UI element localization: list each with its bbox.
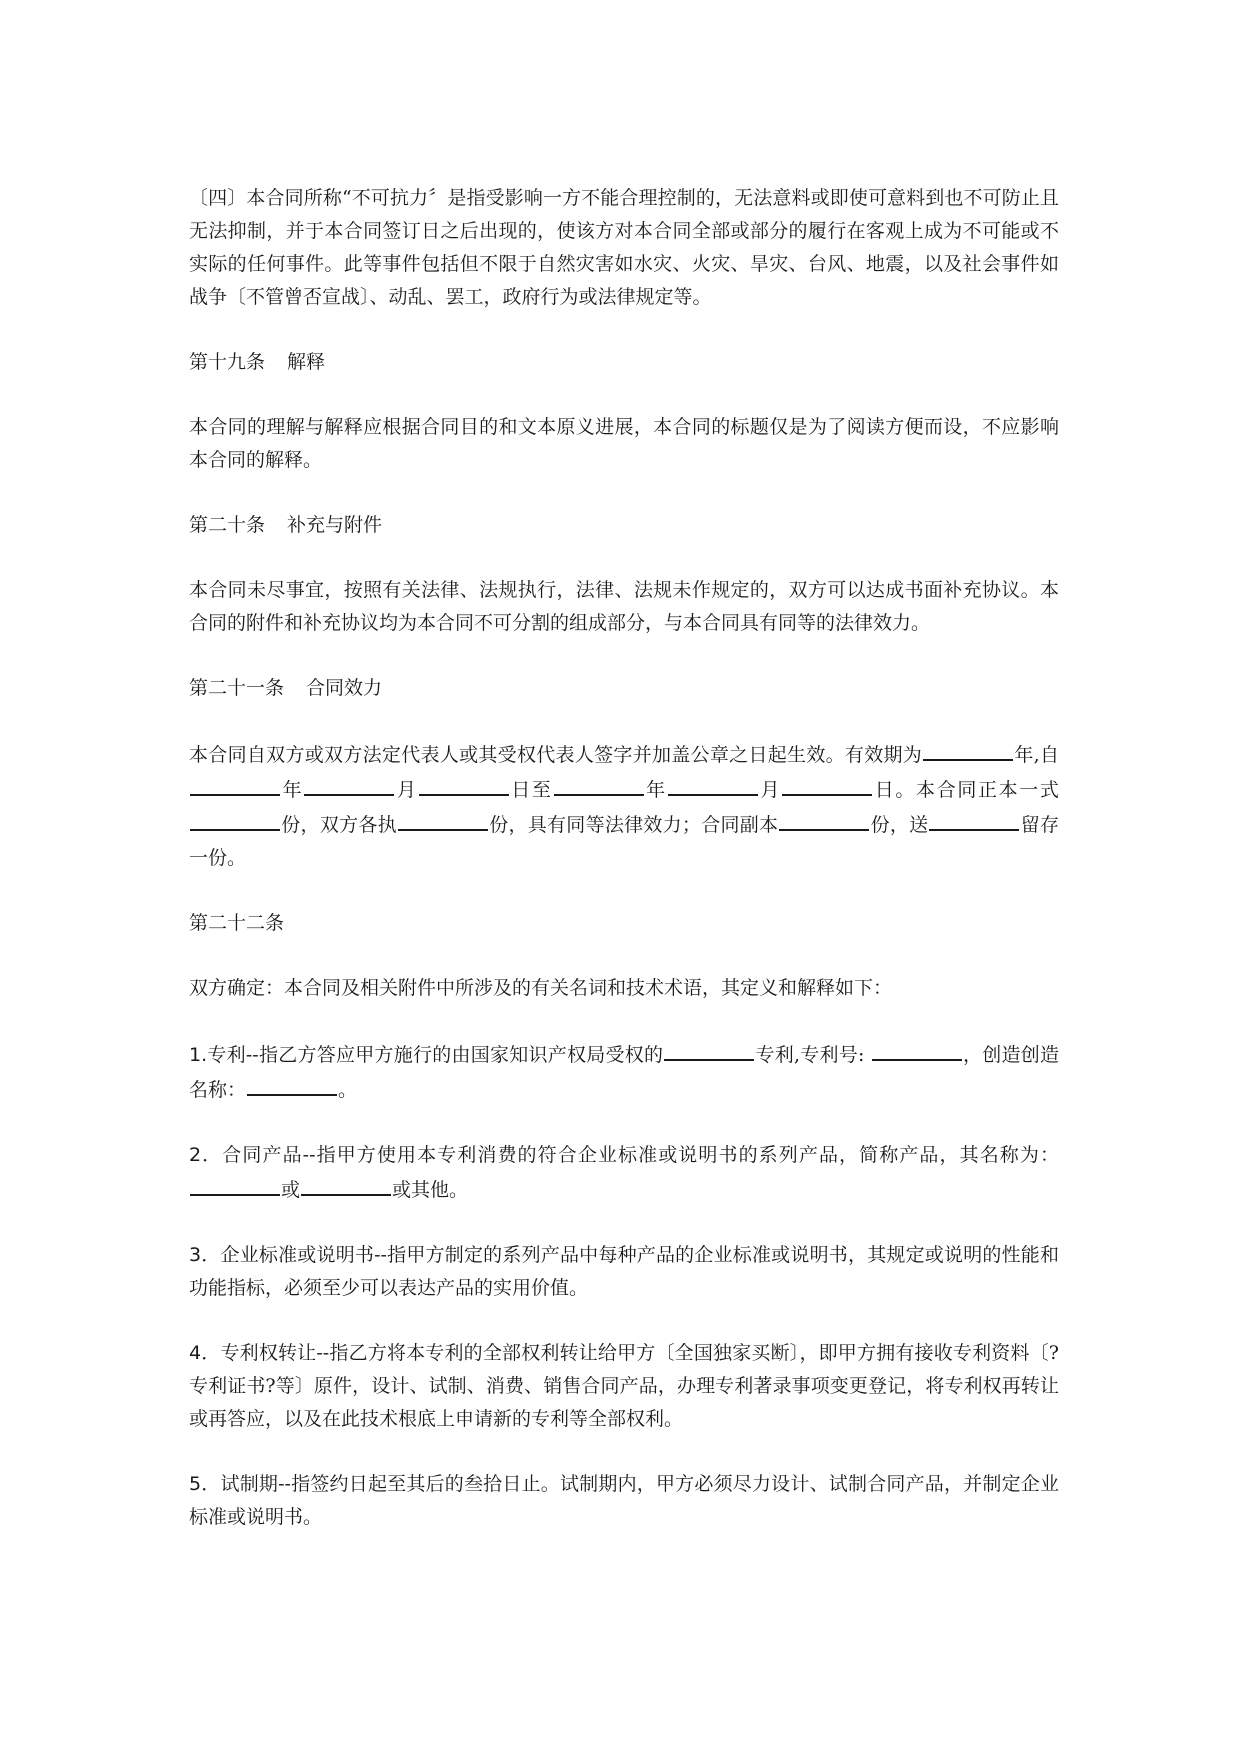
article-21-body	[189, 737, 1059, 875]
term-years-blank[interactable]	[923, 737, 1013, 761]
definition-2	[189, 1139, 1059, 1207]
article-21-text: 留存一份。	[189, 814, 1059, 869]
definition-1	[189, 1037, 1059, 1107]
article-21-text: 年,自	[1014, 744, 1059, 766]
article-21-text: 月	[758, 779, 782, 801]
article-21-text: 份，具有同等法律效力；合同副本	[488, 814, 779, 836]
article-22-heading	[189, 907, 1059, 940]
definition-text: 或	[281, 1179, 301, 1201]
definition-number: 2．	[189, 1144, 223, 1166]
clause-force-majeure: 〔四〕本合同所称“不可抗力〞是指受影响一方不能合理控制的，无法意料或即使可意料到也不可防止且无法抑制，并于本合同签订日之后出现的，使该方对本合同全部或部分的履行在客观上成为不可能或不实际的任何事件。此等事件包括但不限于自然灾害如水灾、火灾、旱灾、台风、地震，以及社会事件如战争〔不管曾否宣战〕、动乱、罢工，政府行为或法律规定等。	[189, 187, 1059, 308]
article-21-text: 份，双方各执	[281, 814, 397, 836]
definition-text: 合同产品--指甲方使用本专利消费的符合企业标准或说明书的系列产品，简称产品，其名称为：	[222, 1144, 1059, 1166]
recipient-blank[interactable]	[929, 807, 1019, 831]
definition-text: 或其他。	[392, 1179, 469, 1201]
article-21-text: 年	[281, 779, 304, 801]
end-year-blank[interactable]	[554, 772, 644, 796]
definition-text: 企业标准或说明书--指甲方制定的系列产品中每种产品的企业标准或说明书，其规定或说明的性能和功能指标，必须至少可以表达产品的实用价值。	[189, 1244, 1060, 1299]
article-21-text: 日至	[509, 779, 553, 801]
definition-text: 专利权转让--指乙方将本专利的全部权利转让给甲方〔全国独家买断〕，即甲方拥有接收专利资料〔?专利证书?等〕原件，设计、试制、消费、销售合同产品，办理专利著录事项变更登记，将专利权再转让或再答应，以及在此技术根底上申请新的专利等全部权利。	[189, 1342, 1059, 1430]
invention-name-blank[interactable]	[247, 1072, 337, 1096]
definition-4	[189, 1337, 1059, 1436]
start-day-blank[interactable]	[419, 772, 509, 796]
definition-text: 试制期--指签约日起至其后的叁拾日止。试制期内，甲方必须尽力设计、试制合同产品，并制定企业标准或说明书。	[189, 1473, 1060, 1528]
definition-5	[189, 1468, 1059, 1534]
start-year-blank[interactable]	[190, 772, 280, 796]
patent-number-blank[interactable]	[872, 1037, 962, 1061]
end-month-blank[interactable]	[668, 772, 758, 796]
original-copies-blank[interactable]	[190, 807, 280, 831]
definition-text: 专利,专利号:	[755, 1044, 865, 1066]
article-21-text: 年	[644, 779, 667, 801]
definition-number: 5．	[189, 1473, 221, 1495]
end-day-blank[interactable]	[782, 772, 872, 796]
definition-text: 。	[338, 1079, 358, 1101]
article-21-text: 份，送	[870, 814, 929, 836]
article-21-heading	[189, 672, 1059, 705]
definition-number: 1.	[189, 1044, 208, 1066]
article-19-number: 第十九条	[189, 351, 266, 373]
document-page	[189, 182, 1059, 1566]
article-20-number: 第二十条	[189, 514, 266, 536]
definition-text: 专利--指乙方答应甲方施行的由国家知识产权局受权的	[207, 1044, 664, 1066]
article-21-text: 月	[395, 779, 418, 801]
article-20-heading	[189, 509, 1059, 542]
patent-type-blank[interactable]	[664, 1037, 754, 1061]
article-19-title: 解释	[287, 351, 326, 373]
product-name-blank-1[interactable]	[190, 1172, 280, 1196]
article-21-number: 第二十一条	[189, 677, 285, 699]
definition-number: 4．	[189, 1342, 221, 1364]
article-21-text: 本合同自双方或双方法定代表人或其受权代表人签字并加盖公章之日起生效。有效期为	[189, 744, 923, 766]
duplicate-copies-blank[interactable]	[779, 807, 869, 831]
definition-3	[189, 1239, 1059, 1305]
start-month-blank[interactable]	[304, 772, 394, 796]
article-21-text: 日。本合同正本一式	[873, 779, 1059, 801]
article-22-number: 第二十二条	[189, 912, 285, 934]
article-20-body: 本合同未尽事宜，按照有关法律、法规执行，法律、法规未作规定的，双方可以达成书面补充协议。本合同的附件和补充协议均为本合同不可分割的组成部分，与本合同具有同等的法律效力。	[189, 579, 1059, 634]
definition-number: 3．	[189, 1244, 221, 1266]
article-19-heading	[189, 346, 1059, 379]
article-20-title: 补充与附件	[287, 514, 383, 536]
article-19-body: 本合同的理解与解释应根据合同目的和文本原义进展，本合同的标题仅是为了阅读方便而设，不应影响本合同的解释。	[189, 416, 1059, 471]
definition-text: ，创造创造名称：	[189, 1044, 1059, 1101]
product-name-blank-2[interactable]	[301, 1172, 391, 1196]
article-22-intro: 双方确定：本合同及相关附件中所涉及的有关名词和技术术语，其定义和解释如下：	[189, 977, 893, 999]
article-21-title: 合同效力	[306, 677, 383, 699]
each-party-copies-blank[interactable]	[398, 807, 488, 831]
